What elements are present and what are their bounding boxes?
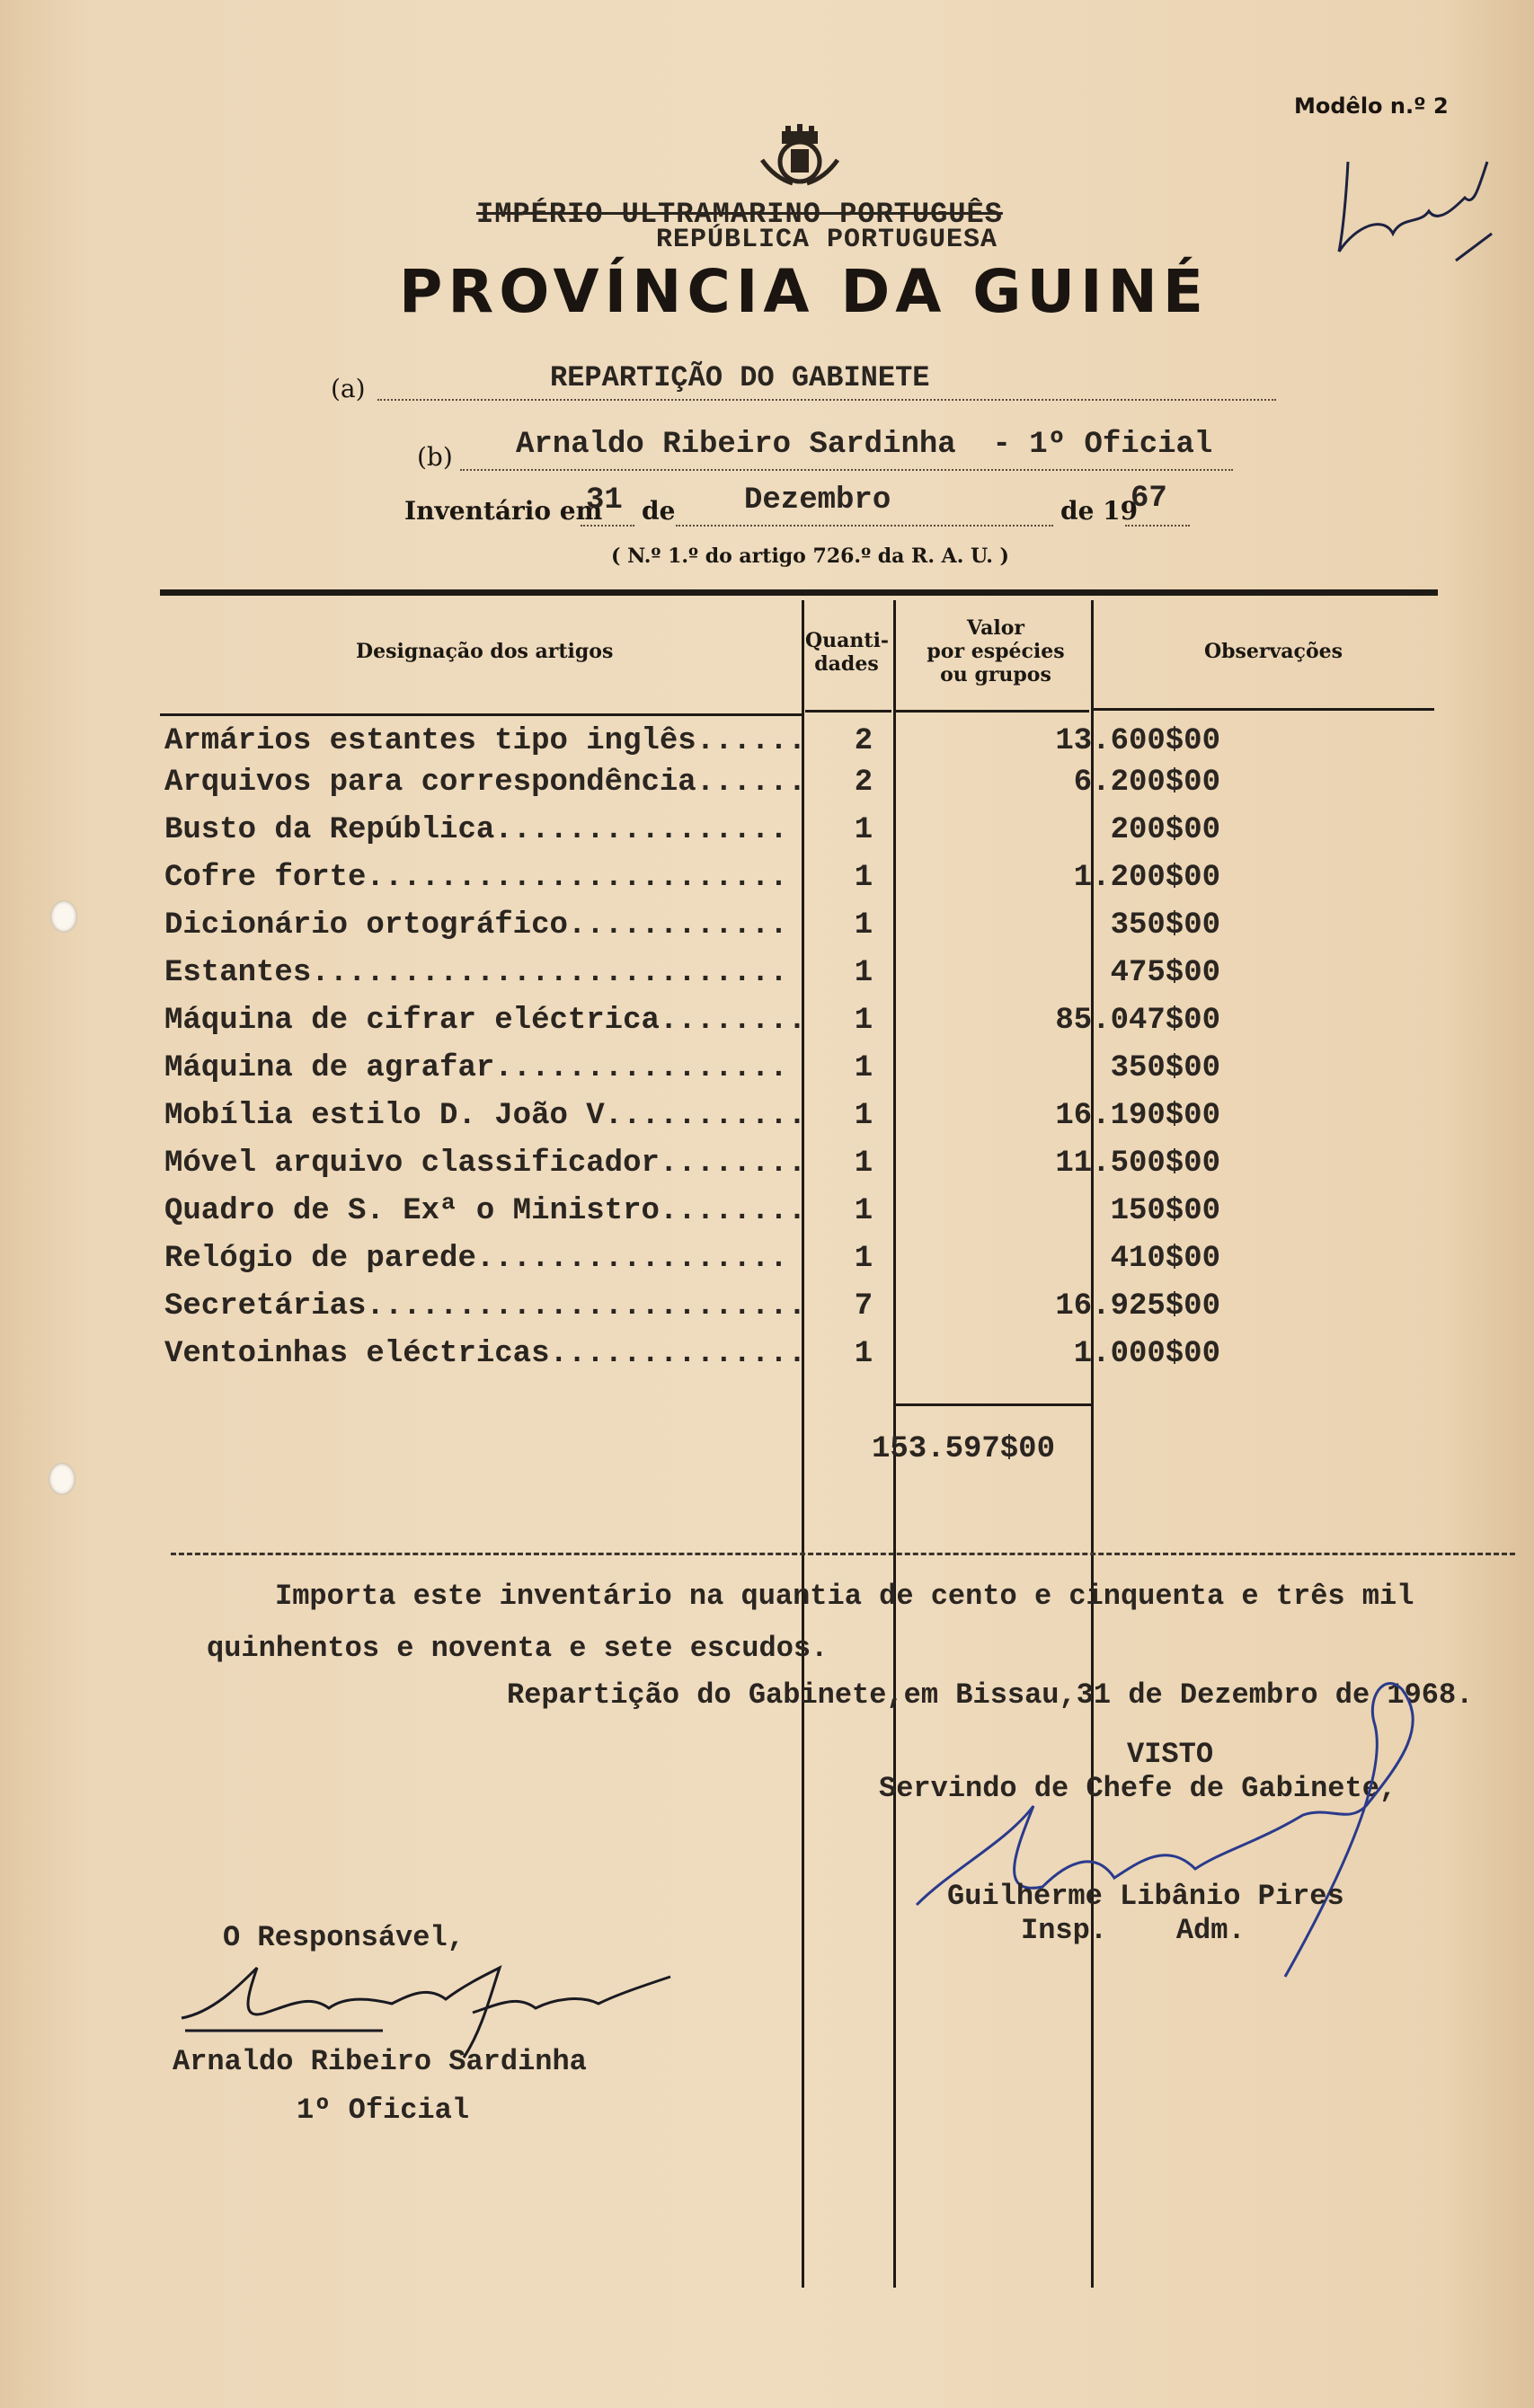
item-name: Relógio de parede................. — [164, 1242, 788, 1276]
overprint-heading: REPÚBLICA PORTUGUESA — [656, 225, 998, 255]
item-value: 16.190$00 — [1055, 1099, 1220, 1133]
table-row — [164, 861, 1476, 908]
item-qty: 7 — [854, 1289, 873, 1324]
header-designation: Designação dos artigos — [356, 640, 614, 663]
table-row — [164, 1242, 1476, 1289]
label-b: (b) — [417, 442, 453, 472]
item-qty: 1 — [854, 1099, 873, 1133]
item-name: Máquina de agrafar................ — [164, 1051, 788, 1085]
item-name: Dicionário ortográfico............ — [164, 908, 788, 943]
item-value: 1.000$00 — [1073, 1337, 1220, 1371]
item-name: Cofre forte....................... — [164, 861, 788, 895]
dotted-line-day — [581, 523, 634, 527]
label-a: (a) — [331, 374, 366, 403]
closing-line-3: Repartição do Gabinete,em Bissau,31 de Dezembro de 1968. — [507, 1678, 1474, 1712]
item-value: 200$00 — [1110, 813, 1220, 847]
item-name: Quadro de S. Exª o Ministro........ — [164, 1194, 807, 1228]
table-row — [164, 1146, 1476, 1194]
dotted-line-b — [460, 467, 1233, 471]
responsavel-name: Arnaldo Ribeiro Sardinha — [173, 2045, 587, 2078]
responsavel-title: 1º Oficial — [297, 2094, 470, 2127]
table-top-rule — [160, 589, 1438, 596]
dotted-line-month — [676, 523, 1053, 527]
item-qty: 1 — [854, 908, 873, 943]
header-value: Valor por espécies ou grupos — [927, 616, 1065, 686]
table-row — [164, 1051, 1476, 1099]
item-value: 475$00 — [1110, 956, 1220, 990]
item-qty: 2 — [854, 724, 873, 758]
item-value: 150$00 — [1110, 1194, 1220, 1228]
item-name: Máquina de cifrar eléctrica........ — [164, 1004, 807, 1038]
inventory-year-suffix: 67 — [1131, 482, 1167, 516]
inventory-day: 31 — [586, 483, 623, 518]
item-name: Móvel arquivo classificador........ — [164, 1146, 807, 1181]
item-value: 16.925$00 — [1055, 1289, 1220, 1324]
table-row — [164, 908, 1476, 956]
item-name: Secretárias........................ — [164, 1289, 807, 1324]
header-quantities: Quanti- dades — [805, 629, 890, 676]
item-name: Armários estantes tipo inglês...... — [164, 724, 807, 758]
closing-line-2: quinhentos e noventa e sete escudos. — [207, 1632, 829, 1665]
struck-heading: IMPÉRIO ULTRAMARINO PORTUGUÊS — [476, 198, 1003, 231]
coat-of-arms-emblem — [757, 124, 843, 192]
table-row — [164, 1289, 1476, 1337]
item-qty: 1 — [854, 956, 873, 990]
item-value: 410$00 — [1110, 1242, 1220, 1276]
table-row — [164, 1099, 1476, 1146]
item-qty: 1 — [854, 813, 873, 847]
item-value: 13.600$00 — [1055, 724, 1220, 758]
item-qty: 1 — [854, 1146, 873, 1181]
chief-name: Guilherme Libânio Pires — [947, 1880, 1344, 1913]
table-row — [164, 813, 1476, 861]
item-value: 1.200$00 — [1073, 861, 1220, 895]
province-title: PROVÍNCIA DA GUINÉ — [399, 257, 1209, 326]
table-row — [164, 1337, 1476, 1385]
total-rule — [895, 1403, 1091, 1406]
chief-title: Insp. Adm. — [1021, 1914, 1246, 1947]
item-name: Estantes.......................... — [164, 956, 788, 990]
dotted-line-year — [1125, 523, 1190, 527]
total-value: 153.597$00 — [871, 1432, 1055, 1466]
item-value: 11.500$00 — [1055, 1146, 1220, 1181]
visto-label: VISTO — [1127, 1738, 1214, 1771]
dotted-line-a — [377, 397, 1276, 401]
item-qty: 2 — [854, 766, 873, 800]
item-qty: 1 — [854, 861, 873, 895]
responsible-line: Arnaldo Ribeiro Sardinha - 1º Oficial — [516, 428, 1213, 462]
inventory-month: Dezembro — [744, 483, 891, 518]
item-name: Mobília estilo D. João V........... — [164, 1099, 807, 1133]
header-observations: Observações — [1204, 640, 1343, 663]
responsavel-label: O Responsável, — [223, 1921, 465, 1954]
department-name: REPARTIÇÃO DO GABINETE — [550, 361, 930, 394]
item-name: Ventoinhas eléctricas.............. — [164, 1337, 807, 1371]
item-qty: 1 — [854, 1242, 873, 1276]
legal-note: ( N.º 1.º do artigo 726.º da R. A. U. ) — [611, 544, 1009, 568]
punch-hole-bottom — [49, 1463, 75, 1495]
table-row — [164, 1004, 1476, 1051]
header-rule-qty — [805, 710, 891, 713]
punch-hole-top — [50, 900, 77, 933]
header-rule-value — [895, 710, 1089, 713]
item-name: Arquivos para correspondência...... — [164, 766, 807, 800]
inventory-de2: de 19 — [1060, 496, 1139, 526]
table-row — [164, 1194, 1476, 1242]
model-number: Modêlo n.º 2 — [1294, 93, 1449, 119]
header-rule-observations — [1093, 708, 1434, 711]
table-row — [164, 956, 1476, 1004]
item-name: Busto da República................ — [164, 813, 788, 847]
closing-separator — [171, 1553, 1515, 1555]
closing-line-1: Importa este inventário na quantia de cento e cinquenta e três mil — [275, 1580, 1414, 1613]
item-qty: 1 — [854, 1004, 873, 1038]
item-qty: 1 — [854, 1337, 873, 1371]
item-value: 6.200$00 — [1073, 766, 1220, 800]
item-value: 350$00 — [1110, 1051, 1220, 1085]
item-value: 350$00 — [1110, 908, 1220, 943]
item-qty: 1 — [854, 1051, 873, 1085]
servindo-line: Servindo de Chefe de Gabinete, — [879, 1772, 1397, 1805]
item-value: 85.047$00 — [1055, 1004, 1220, 1038]
item-qty: 1 — [854, 1194, 873, 1228]
table-row — [164, 766, 1476, 813]
inventory-de1: de — [642, 496, 676, 526]
inventory-prefix: Inventário em — [404, 496, 603, 526]
header-rule-designation — [160, 713, 802, 716]
